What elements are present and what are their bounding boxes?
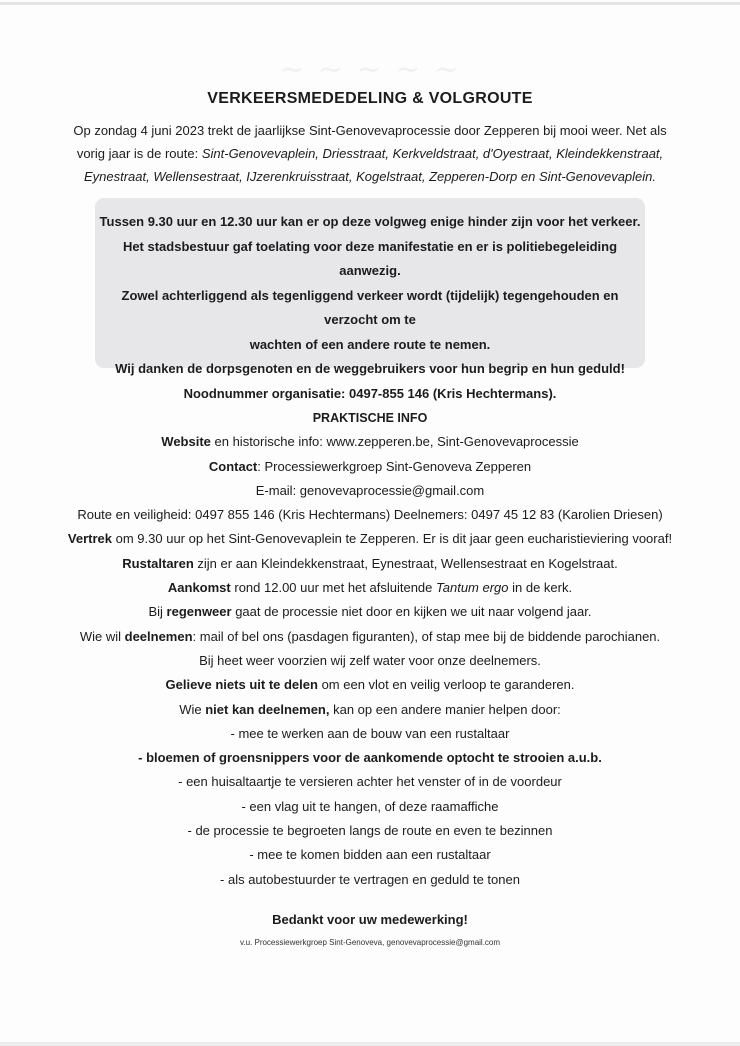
info-email: E-mail: genovevaprocessie@gmail.com [255, 482, 485, 498]
notice-line: Wij danken de dorpsgenoten en de weggebruikers voor hun begrip en hun geduld! [115, 361, 625, 376]
intro-line: vorig jaar is de route: Sint-Genovevaplein, Driesstraat, Kerkveldstraat, d'Oyestraat, Kleindekkenstraat, [76, 146, 664, 161]
notice-line: Zowel achterliggend als tegenliggend verkeer wordt (tijdelijk) tegengehouden en verzocht om te [121, 287, 619, 327]
scan-edge [0, 2, 740, 5]
help-item: - een vlag uit te hangen, of deze raamaffiche [241, 798, 499, 814]
info-regenweer: Bij regenweer gaat de processie niet door en kijken we uit naar volgend jaar. [148, 604, 592, 620]
info-contact: Contact: Processiewerkgroep Sint-Genoveva Zepperen [208, 458, 532, 474]
help-item: - de processie te begroeten langs de route en even te bezinnen [187, 823, 553, 839]
info-aankomst: Aankomst rond 12.00 uur met het afsluitende Tantum ergo in de kerk. [167, 580, 573, 596]
intro-line: Op zondag 4 juni 2023 trekt de jaarlijkse Sint-Genovevaprocessie door Zepperen bij mooi weer. Net als [73, 123, 667, 138]
info-niet-deelnemen: Wie niet kan deelnemen, kan op een andere manier helpen door: [179, 701, 561, 717]
intro-line [40, 165, 700, 188]
info-vertrek: Vertrek om 9.30 uur op het Sint-Genovevaplein te Zepperen. Er is dit jaar geen eucharistieviering vooraf! [67, 531, 673, 547]
info-heading: PRAKTISCHE INFO [312, 411, 428, 425]
help-item: - mee te komen bidden aan een rustaltaar [249, 847, 491, 863]
practical-info [20, 406, 720, 892]
route-streets: Eynestraat, Wellensestraat, IJzerenkruisstraat, Kogelstraat, Zepperen-Dorp en Sint-Genovevaplein. [83, 169, 657, 184]
help-item: - mee te werken aan de bouw van een rustaltaar [230, 725, 510, 741]
info-deelnemen: Wie wil deelnemen: mail of bel ons (pasdagen figuranten), of stap mee bij de biddende parochianen. [79, 628, 661, 644]
route-streets: Sint-Genovevaplein, Driesstraat, Kerkveldstraat, d'Oyestraat, Kleindekkenstraat, [201, 146, 664, 161]
help-item: - als autobestuurder te vertragen en geduld te tonen [220, 871, 520, 887]
notice-line: Tussen 9.30 uur en 12.30 uur kan er op deze volgweg enige hinder zijn voor het verkeer. [99, 214, 641, 229]
notice-line: Het stadsbestuur gaf toelating voor deze manifestatie en er is politiebegeleiding aanwezig. [122, 238, 618, 278]
emergency-number: Noodnummer organisatie: 0497-855 146 (Kris Hechtermans). [183, 385, 557, 401]
info-route-phone: Route en veiligheid: 0497 855 146 (Kris Hechtermans) Deelnemers: 0497 45 12 83 (Karolien Driesen) [77, 507, 663, 523]
info-water: Bij heet weer voorzien wij zelf water voor onze deelnemers. [199, 652, 541, 668]
thanks-line: Bedankt voor uw medewerking! [272, 912, 468, 927]
help-item: - een huisaltaartje te versieren achter het venster of in de voordeur [178, 774, 562, 790]
scan-edge [0, 1042, 740, 1046]
page-title: VERKEERSMEDEDELING & VOLGROUTE [207, 90, 533, 107]
help-item: - bloemen of groensnippers voor de aankomende optocht te strooien a.u.b. [138, 750, 602, 766]
info-website: Website en historische info: www.zepperen.be, Sint-Genovevaprocessie [161, 434, 579, 450]
faint-watermark-heading: ~ ~ ~ ~ ~ [279, 52, 461, 87]
traffic-notice-box [95, 198, 645, 401]
publisher-footer: v.u. Processiewerkgroep Sint-Genoveva, genovevaprocessie@gmail.com [239, 938, 501, 947]
info-niet-delen: Gelieve niets uit te delen om een vlot en veilig verloop te garanderen. [165, 677, 575, 693]
info-rustaltaren: Rustaltaren zijn er aan Kleindekkenstraat, Eynestraat, Wellensestraat en Kogelstraat. [122, 555, 618, 571]
notice-line: wachten of een andere route te nemen. [249, 336, 491, 352]
intro-paragraph [40, 119, 700, 188]
